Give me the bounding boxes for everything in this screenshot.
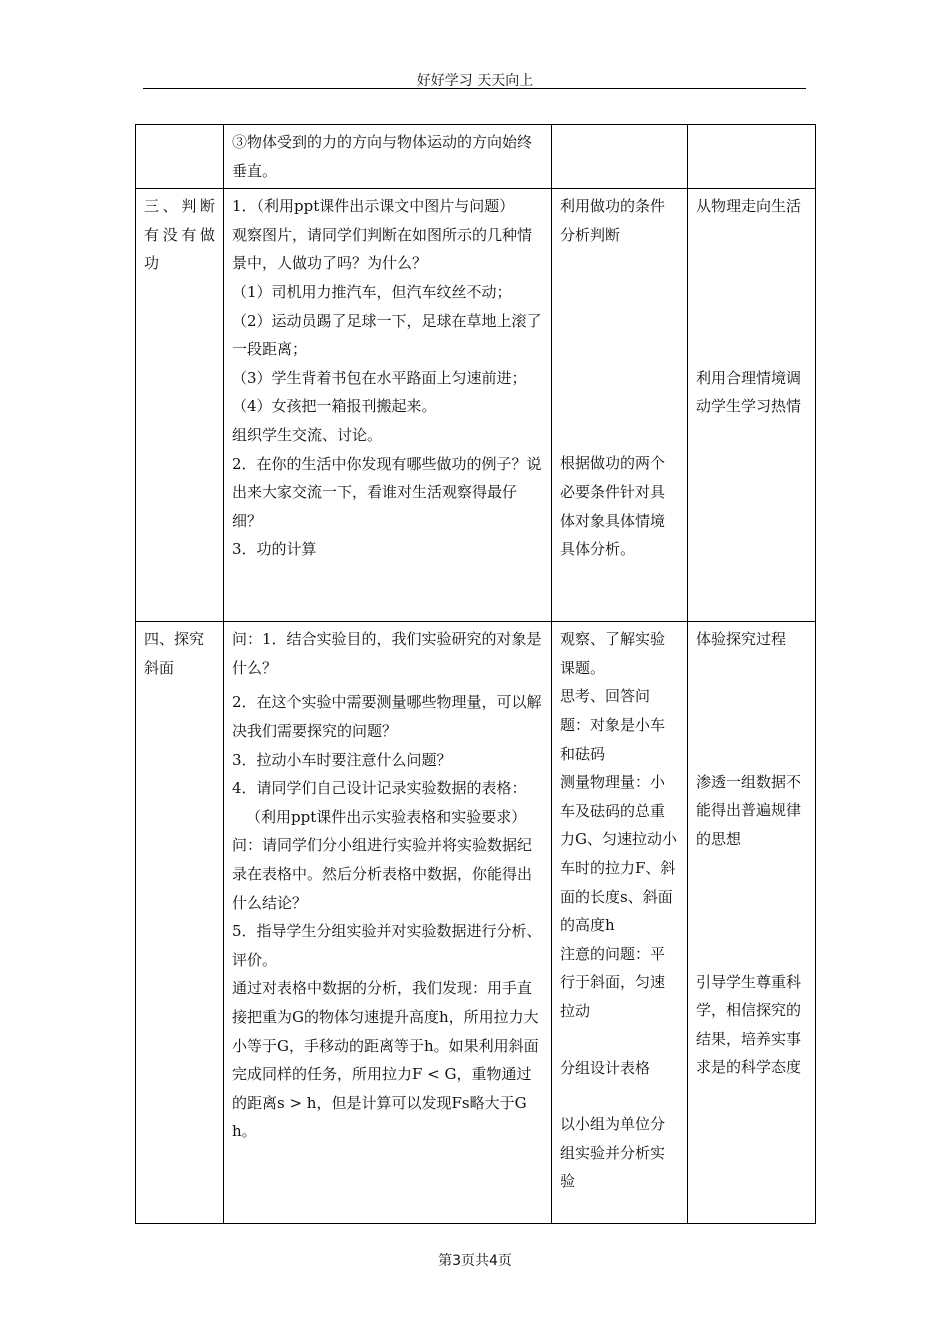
intent-line: 渗透一组数据不能得出普遍规律的思想	[696, 772, 802, 848]
teacher-line: 4．请同学们自己设计记录实验数据的表格：	[232, 779, 527, 798]
student-line: 思考、回答问题：对象是小车和砝码	[560, 687, 666, 763]
header-rule	[143, 88, 806, 89]
topic-label: 四、探究斜面	[144, 630, 205, 677]
student-activity-cell	[552, 189, 688, 622]
table-row	[136, 125, 816, 189]
student-line: 观察、了解实验课题。	[560, 630, 666, 677]
teacher-line: 2．在这个实验中需要测量哪些物理量，可以解决我们需要探究的问题？	[232, 693, 542, 740]
teacher-line: 5．指导学生分组实验并对实验数据进行分析、评价。	[232, 922, 542, 969]
student-line: 以小组为单位分组实验并分析实验	[560, 1115, 666, 1191]
teacher-line: 3．拉动小车时要注意什么问题？	[232, 750, 452, 769]
teacher-line: （3）学生背着书包在水平路面上匀速前进；	[232, 368, 527, 387]
teacher-line: 问：1．结合实验目的，我们实验研究的对象是什么？	[232, 630, 542, 677]
design-intent-cell	[688, 622, 816, 1224]
student-activity-cell	[552, 125, 688, 189]
teacher-activity-cell	[224, 622, 552, 1224]
page-footer: 第3页共4页	[438, 1253, 512, 1269]
topic-cell	[136, 189, 224, 622]
table-row	[136, 622, 816, 1224]
intent-line: 利用合理情境调动学生学习热情	[696, 368, 802, 416]
page-header: 好好学习 天天向上	[416, 73, 534, 89]
teacher-line: ③物体受到的力的方向与物体运动的方向始终垂直。	[232, 133, 533, 180]
teacher-line: （4）女孩把一箱报刊搬起来。	[232, 397, 437, 416]
teacher-line: （利用ppt课件出示实验表格和实验要求）	[246, 807, 527, 826]
intent-line: 从物理走向生活	[696, 197, 802, 216]
topic-cell	[136, 125, 224, 189]
intent-line: 体验探究过程	[696, 630, 787, 649]
student-activity-cell	[552, 622, 688, 1224]
intent-line: 引导学生尊重科学，相信探究的结果，培养实事求是的科学态度	[696, 972, 802, 1077]
topic-cell	[136, 622, 224, 1224]
design-intent-cell	[688, 125, 816, 189]
student-line: 分组设计表格	[560, 1058, 651, 1077]
teacher-activity-cell	[224, 125, 552, 189]
teacher-line: 2．在你的生活中你发现有哪些做功的例子？说出来大家交流一下，看谁对生活观察得最仔细？	[232, 454, 542, 530]
table-row	[136, 189, 816, 622]
teacher-line: 3．功的计算	[232, 540, 317, 559]
lesson-table	[135, 124, 816, 1224]
teacher-line: 观察图片，请同学们判断在如图所示的几种情景中，人做功了吗？为什么？	[232, 225, 533, 273]
design-intent-cell	[688, 189, 816, 622]
teacher-line: 通过对表格中数据的分析，我们发现：用手直接把重为G的物体匀速提升高度h，所用拉力大小等于G，手移动的距离等于h。如果利用斜面完成同样的任务，所用拉力F < G，重物通过的距离s > h，但是计算可以发现Fs略大于Gh。	[232, 979, 539, 1141]
teacher-line: 1．（利用ppt课件出示课文中图片与问题）	[232, 197, 515, 216]
teacher-line: 组织学生交流、讨论。	[232, 425, 383, 444]
topic-label: 三、判断有没有做功	[144, 197, 215, 273]
student-line: 利用做功的条件分析判断	[560, 197, 666, 244]
teacher-line: （2）运动员踢了足球一下，足球在草地上滚了一段距离；	[232, 311, 542, 359]
student-line: 根据做功的两个必要条件针对具体对象具体情境具体分析。	[560, 454, 666, 559]
teacher-line: 问：请同学们分小组进行实验并将实验数据纪录在表格中。然后分析表格中数据，你能得出什么结论？	[232, 836, 533, 912]
teacher-line: （1）司机用力推汽车，但汽车纹丝不动；	[232, 282, 512, 301]
student-line: 注意的问题：平行于斜面，匀速拉动	[560, 944, 666, 1020]
student-line: 测量物理量：小车及砝码的总重力G、匀速拉动小车时的拉力F、斜面的长度s、斜面的高度h	[560, 773, 677, 935]
teacher-activity-cell	[224, 189, 552, 622]
